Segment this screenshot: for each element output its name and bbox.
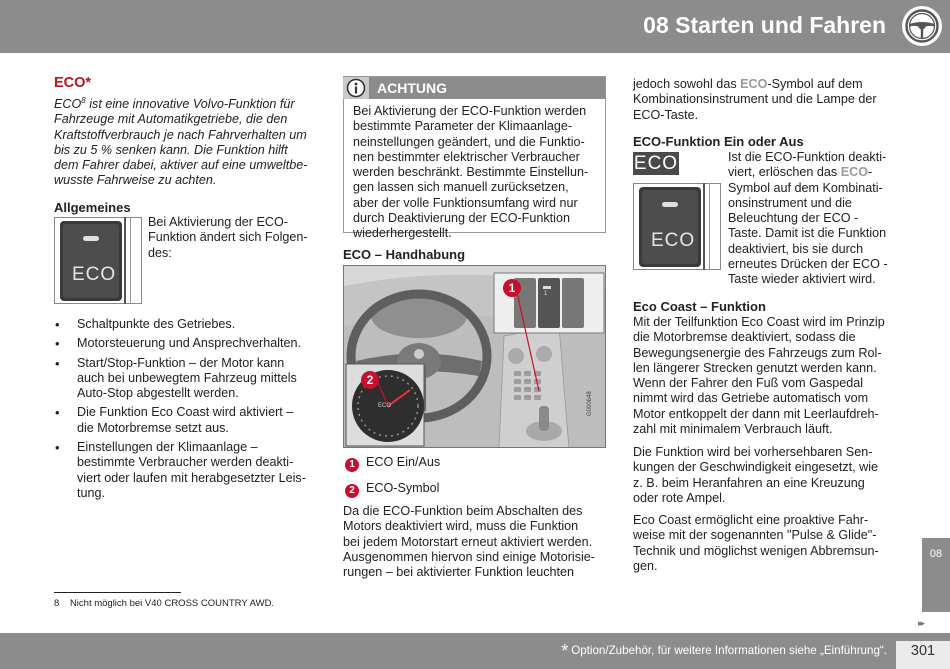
callout-2-badge: 2 [361, 371, 379, 389]
footnote-divider [54, 592, 181, 593]
asterisk-icon: * [561, 641, 569, 661]
general-line: Bei Aktivierung der ECO- [148, 215, 288, 229]
eco-intro [54, 97, 319, 189]
button-mini-label: 1 [544, 291, 548, 297]
chapter-tab[interactable]: 08 [922, 538, 950, 612]
cockpit-photo [343, 265, 606, 448]
general-heading: Allgemeines [54, 200, 131, 215]
eco-button-image-2 [633, 183, 721, 270]
coast-paragraph-1: Mit der Teilfunktion Eco Coast wird im Prinzip die Motorbremse deaktiviert, sodass die Bewegungsenergie des Fahrzeugs zum Rol- len längerer Strecken genutzt werden kann. Wenn der Fahrer den Fuß vom Gaspedal nimmt wird das Getriebe automatisch vom Motor entkoppelt der dann mit Leerlaufdreh- zahl mit minimalem Verbrauch läuft. [633, 315, 885, 437]
page-footer [0, 633, 950, 669]
handling-paragraph: Da die ECO-Funktion beim Abschalten des Motors deaktiviert wird, muss die Funktion bei jedem Motorstart erneut aktiviert werden. Ausgenommen hiervon sind einige Motorisie- rungen – bei aktivierter Funktion leuchten [343, 504, 596, 580]
footnote [54, 598, 274, 610]
continued-text: jedoch sowohl das ECO-Symbol auf dem Kombinationsinstrument und die Lampe der ECO-Taste. [633, 77, 877, 122]
callout-1-badge: 1 [503, 279, 521, 297]
footer-note-text: Option/Zubehör, für weitere Informationen siehe „Einführung“. [571, 644, 887, 657]
legend-item-2 [345, 481, 440, 498]
handling-heading: ECO – Handhabung [343, 247, 466, 262]
list-item: • Schaltpunkte des Getriebes. [54, 317, 324, 332]
legend-text: ECO-Symbol [366, 481, 440, 495]
eco-effects-list [54, 317, 324, 505]
page-header [0, 0, 950, 53]
page-number: 301 [896, 641, 950, 669]
coast-paragraph-2: Die Funktion wird bei vorhersehbaren Sen- kungen der Geschwindigkeit eingesetzt, wie z. B. beim Heranfahren an eine Kreuzung oder rote Ampel. [633, 445, 879, 505]
general-line: des: [148, 245, 172, 260]
steering-wheel-icon [901, 5, 943, 47]
onoff-text: Ist die ECO-Funktion deakti- viert, erlöschen das ECO- Symbol auf dem Kombinati- onsinstrument und die Beleuchtung der ECO - Taste. Damit ist die Funktion deaktiviert, bis sie durch erneutes Drücken der ECO - Taste wieder aktiviert wird. [728, 150, 888, 287]
legend-item-1 [345, 455, 441, 472]
eco-button-image [54, 217, 142, 304]
eco-symbol-text: ECO [633, 153, 679, 174]
intro-line: dem Fahrer dabei, aktiver auf eine umweltbe- [54, 158, 308, 173]
coast-heading: Eco Coast – Funktion [633, 299, 766, 314]
general-text [148, 215, 318, 261]
intro-line: wusste Fahrweise zu achten. [54, 173, 217, 188]
legend-text: ECO Ein/Aus [366, 455, 441, 469]
list-item: • Die Funktion Eco Coast wird aktiviert – die Motorbremse setzt aus. [54, 405, 324, 436]
eco-symbol-badge [633, 152, 679, 175]
warning-label: ACHTUNG [377, 80, 447, 96]
photo-code: G000648 [587, 391, 593, 416]
chapter-title: 08 Starten und Fahren [643, 12, 886, 38]
info-icon [343, 77, 369, 99]
eco-highlight: ECO [740, 77, 768, 91]
footnote-text: Nicht möglich bei V40 CROSS COUNTRY AWD. [69, 598, 275, 609]
warning-box [343, 76, 606, 241]
list-item: • Einstellungen der Klimaanlage – bestimmte Verbraucher werden deakti- viert oder laufen mit herabgesetzter Leis- tung. [54, 440, 324, 501]
intro-line: Kraftstoffverbrauch je nach Fahrverhalten um [54, 127, 307, 142]
intro-line: Fahrzeuge mit Automatikgetriebe, die den [54, 112, 288, 127]
footnote-number: 8 [54, 598, 60, 609]
next-page-arrows-icon[interactable]: ▸▸ [918, 618, 924, 628]
coast-paragraph-3: Eco Coast ermöglicht eine proaktive Fahr- weise mit der sogenannten "Pulse & Glide"- Technik und möglichst wenigen Abbremsun- gen. [633, 513, 879, 573]
list-item: • Start/Stop-Funktion – der Motor kann auch bei unbewegtem Fahrzeug mittels Auto-Stop abgestellt werden. [54, 356, 324, 402]
eco-highlight: ECO [840, 165, 868, 180]
footnote-ref: 8 [81, 96, 86, 105]
general-line: Funktion ändert sich Folgen- [148, 230, 308, 245]
warning-text: Bei Aktivierung der ECO-Funktion werden bestimmte Parameter der Klimaanlage- neinstellungen geändert, und die Funktio- nen bestimmter elektrischer Verbraucher werden beschränkt. Bestimmte Einstellun- gen lassen sich manuell zurücksetzen, aber der volle Funktionsumfang wird nur durch Deaktivierung der ECO-Funktion wiederhergestellt. [353, 104, 589, 241]
legend-badge: 1 [345, 458, 359, 472]
intro-eco-word: ECO [54, 97, 82, 111]
eco-title: ECO* [54, 75, 92, 91]
legend-badge: 2 [345, 484, 359, 498]
footer-note [561, 641, 887, 661]
warning-header [344, 77, 605, 99]
intro-line: bis zu 5 % senken kann. Die Funktion hilft [54, 142, 288, 157]
list-item: • Motorsteuerung und Ansprechverhalten. [54, 336, 324, 351]
eco-button-label: ECO [72, 264, 117, 285]
cluster-mini-label: ECO [378, 403, 392, 409]
eco-button-label: ECO [651, 230, 696, 251]
onoff-heading: ECO-Funktion Ein oder Aus [633, 134, 804, 149]
intro-line: ist eine innovative Volvo-Funktion für [85, 97, 295, 111]
